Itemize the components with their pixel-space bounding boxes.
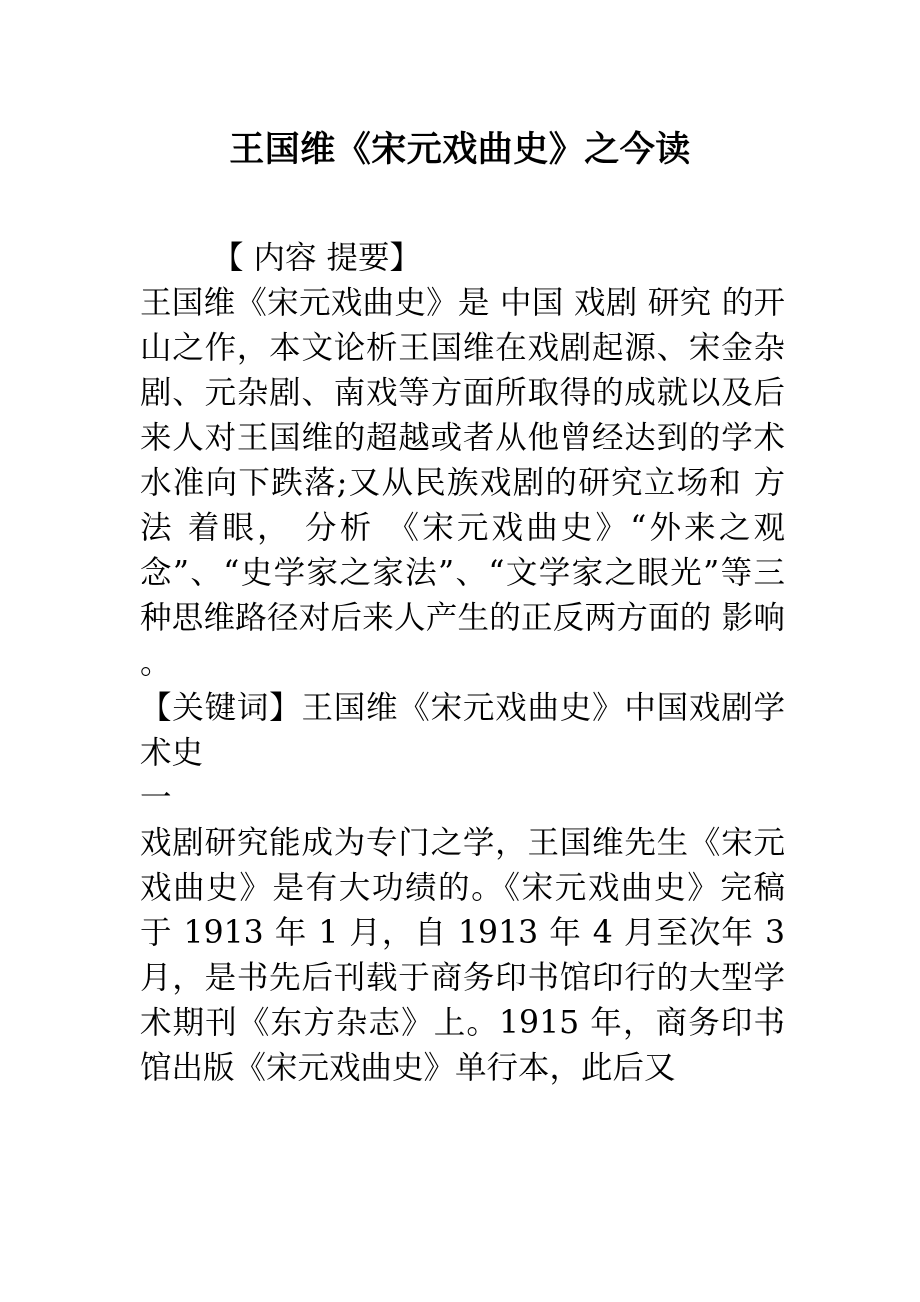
abstract-heading: 【 内容 提要】 — [212, 240, 422, 276]
section-number: 一 — [140, 780, 172, 816]
keywords-paragraph: 【关键词】王国维《宋元戏曲史》中国戏剧学术史 — [140, 690, 785, 771]
document-body — [140, 236, 785, 1091]
section-paragraph: 戏剧研究能成为专门之学，王国维先生《宋元戏曲史》是有大功绩的。《宋元戏曲史》完稿于 1913 年 1 月，自 1913 年 4 月至次年 3 月，是书先后刊载于商务印书馆印行的大型学术期刊《东方杂志》上。1915 年，商务印书馆出版《宋元戏曲史》单行本，此后又 — [140, 825, 785, 1086]
document-title: 王国维《宋元戏曲史》之今读 — [229, 130, 691, 170]
abstract-paragraph: 王国维《宋元戏曲史》是 中国 戏剧 研究 的开山之作，本文论析王国维在戏剧起源、宋金杂剧、元杂剧、南戏等方面所取得的成就以及后来人对王国维的超越或者从他曾经达到的学术水准向下跌落;又从民族戏剧的研究立场和 方法 着眼， 分析 《宋元戏曲史》“外来之观念”、“史学家之家法”、“文学家之眼光”等三种思维路径对后来人产生的正反两方面的 影响 。 — [140, 285, 785, 681]
